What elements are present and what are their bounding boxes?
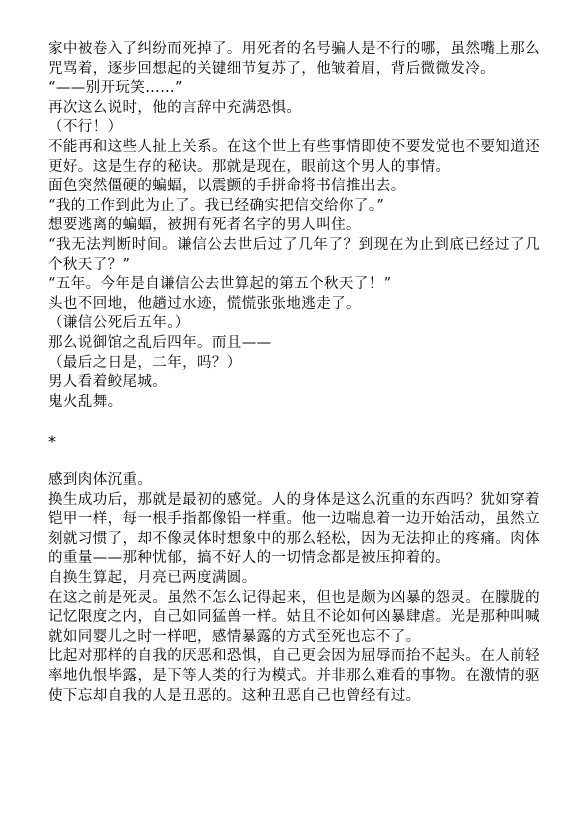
paragraph: 头也不回地，他趟过水迹，慌慌张张地逃走了。: [48, 295, 361, 312]
inner-thought: （谦信公死后五年。）: [48, 315, 190, 332]
inner-thought: （最后之日是，二年，吗？）: [48, 354, 242, 371]
paragraph: 不能再和这些人扯上关系。在这个世上有些事情即使不要发觉也不要知道还更好。这是生存的秘诀。那就是现在，眼前这个男人的事情。: [48, 138, 540, 175]
paragraph: 再次这么说时，他的言辞中充满恐惧。: [48, 99, 302, 116]
dialogue-line: “五年。今年是自谦信公去世算起的第五个秋天了！”: [48, 276, 392, 293]
blank-line: [48, 451, 540, 471]
paragraph: 鬼火乱舞。: [48, 393, 123, 410]
paragraph: 家中被卷入了纠纷而死掉了。用死者的名号骗人是不行的哪，虽然嘴上那么咒骂着，逐步回想起的关键细节复苏了，他皱着眉，背后微微发冷。: [48, 41, 540, 77]
dialogue-line: “我无法判断时间。谦信公去世后过了几年了？到现在为止到底已经过了几个秋天了？”: [48, 236, 540, 273]
paragraph: 感到肉体沉重。: [48, 472, 153, 489]
paragraph: 男人看着鲛尾城。: [48, 374, 168, 391]
dialogue-line: “——别开玩笑……”: [48, 80, 183, 97]
text-column: [48, 40, 540, 706]
paragraph: 想要逃离的蝙蝠，被拥有死者名字的男人叫住。: [48, 217, 361, 234]
paragraph: 自换生算起，月亮已两度满圆。: [48, 570, 257, 587]
section-separator: *: [48, 431, 57, 451]
paragraph: 换生成功后，那就是最初的感觉。人的身体是这么沉重的东西吗？犹如穿着铠甲一样，每一根手指都像铅一样重。他一边喘息着一边开始活动，虽然立刻就习惯了，却不像灵体时想象中的那么轻松，因为无法抑止的疼痛。肉体的重量——那种忧郁，搞不好人的一切情念都是被压抑着的。: [48, 491, 540, 567]
paragraph: 那么说御馆之乱后四年。而且——: [48, 334, 272, 351]
paragraph: 比起对那样的自我的厌恶和恐惧，自己更会因为屈辱而抬不起头。在人前轻率地仇恨毕露，是下等人类的行为模式。并非那么难看的事物。在激情的驱使下忘却自我的人是丑恶的。这种丑恶自己也曾经有过。: [48, 648, 540, 704]
dialogue-line: “我的工作到此为止了。我已经确实把信交给你了。”: [48, 197, 385, 214]
blank-line: [48, 412, 540, 432]
paragraph: 面色突然僵硬的蝙蝠，以震颤的手拼命将书信推出去。: [48, 178, 406, 195]
inner-thought: （不行！）: [48, 119, 123, 136]
paragraph: 在这之前是死灵。虽然不怎么记得起来，但也是颇为凶暴的怨灵。在朦胧的记忆限度之内，自己如同猛兽一样。姑且不论如何凶暴肆虐。光是那种叫喊就如同婴儿之时一样吧，感情暴露的方式至死也忘不了。: [48, 589, 540, 645]
